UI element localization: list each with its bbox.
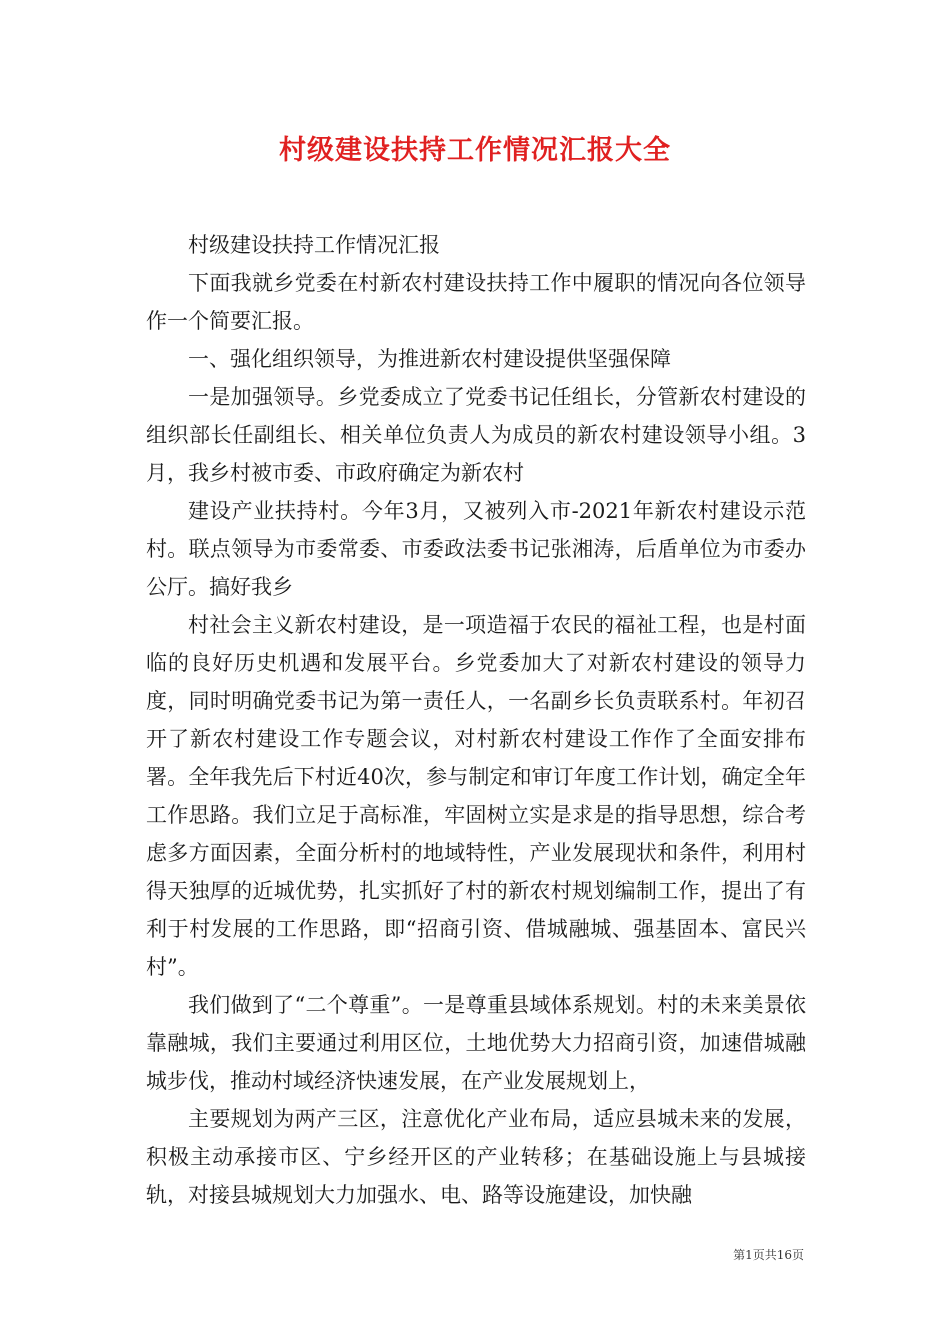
paragraph: 我们做到了“二个尊重”。一是尊重县域体系规划。村的未来美景依靠融城，我们主要通过利用区位，土地优势大力招商引资，加速借城融城步伐，推动村域经济快速发展，在产业发展规划上，	[146, 993, 806, 1093]
document-title: 村级建设扶持工作情况汇报大全	[279, 135, 671, 166]
paragraph: 村社会主义新农村建设，是一项造福于农民的福祉工程，也是村面临的良好历史机遇和发展平台。乡党委加大了对新农村建设的领导力度，同时明确党委书记为第一责任人，一名副乡长负责联系村。年初召开了新农村建设工作专题会议，对村新农村建设工作作了全面安排布署。全年我先后下村近40次，参与制定和审订年度工作计划，确定全年工作思路。我们立足于高标准，牢固树立实是求是的指导思想，综合考虑多方面因素，全面分析村的地域特性，产业发展现状和条件，利用村得天独厚的近城优势，扎实抓好了村的新农村规划编制工作，提出了有利于村发展的工作思路，即“招商引资、借城融城、强基固本、富民兴村”。	[146, 613, 806, 979]
paragraph: 村级建设扶持工作情况汇报	[188, 233, 440, 257]
paragraph: 下面我就乡党委在村新农村建设扶持工作中履职的情况向各位领导作一个简要汇报。	[146, 271, 806, 333]
paragraph: 主要规划为两产三区，注意优化产业布局，适应县城未来的发展，积极主动承接市区、宁乡经开区的产业转移；在基础设施上与县城接轨，对接县城规划大力加强水、电、路等设施建设，加快融	[146, 1107, 806, 1207]
paragraph: 建设产业扶持村。今年3月，又被列入市-2021年新农村建设示范村。联点领导为市委常委、市委政法委书记张湘涛，后盾单位为市委办公厅。搞好我乡	[146, 499, 806, 599]
document-body	[146, 226, 806, 1214]
page-number: 第1页共16页	[733, 1248, 804, 1262]
paragraph: 一、强化组织领导，为推进新农村建设提供坚强保障	[188, 347, 671, 371]
paragraph: 一是加强领导。乡党委成立了党委书记任组长，分管新农村建设的组织部长任副组长、相关单位负责人为成员的新农村建设领导小组。3月，我乡村被市委、市政府确定为新农村	[146, 385, 806, 485]
